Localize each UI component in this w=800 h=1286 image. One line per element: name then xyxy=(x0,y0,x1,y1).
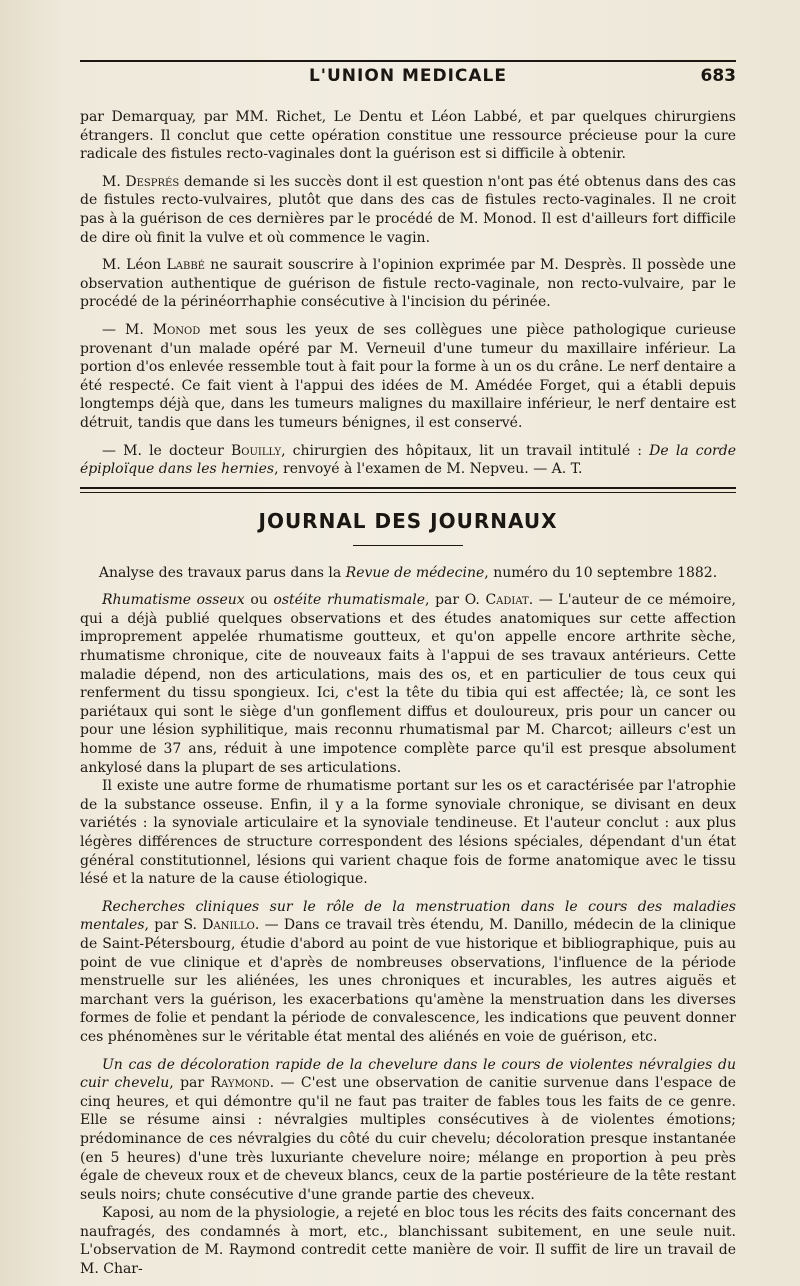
running-title: L'UNION MEDICALE xyxy=(308,66,508,86)
journal-name: Revue de médecine xyxy=(345,564,485,581)
page-content xyxy=(80,108,736,1279)
person-name: Després xyxy=(125,173,180,190)
article-author: Danillo xyxy=(202,917,255,934)
section-title: JOURNAL DES JOURNAUX xyxy=(258,508,558,533)
person-name: Bouilly xyxy=(230,442,282,459)
paragraph: — M. le docteur Bouilly, chirurgien des hôpitaux, lit un travail intitulé : De la corde épiploïque dans les hernies, renvoyé à l'examen de M. Nepveu. — A. T. xyxy=(80,442,737,478)
article-paragraph: Kaposi, au nom de la physiologie, a rejeté en bloc tous les récits des faits concernant des naufragés, des condamnés à mort, etc., blanchissant subitement, en une seule nuit. L'observation de M. Raymond contredit cette manière de voir. Il suffit de lire un travail de M. Char- xyxy=(80,1205,736,1278)
article-paragraph: Un cas de décoloration rapide de la chevelure dans le cours de violentes névralgies du cuir chevelu, par Raymond. — C'est une observation de canitie survenue dans l'espace de cinq heures, et qui démontre qu'il ne faut pas traiter de fables tous les faits de ce genre. Elle se résume ainsi : névralgies multiples consécutives à de violentes émotions; prédominance de ces névralgies du côté du cuir chevelu; décoloration presque instantanée (en 5 heures) d'une très luxuriante chevelure noire; mélange en proportion à peu près égale de cheveux roux et de cheveux blancs, ceux de la partie postérieure de la tête restant seuls noirs; chute consécutive d'une grande partie des cheveux. xyxy=(80,1056,737,1203)
article-paragraph: Rhumatisme osseux ou ostéite rhumatismale, par O. Cadiat. — L'auteur de ce mémoire, qui a déjà publié quelques observations et des études anatomiques sur cette affection improprement appelée rhumatisme goutteux, et qu'on appelle encore arthrite sèche, rhumatisme chronique, cite de nouveaux faits à l'appui de ses travaux antérieurs. Cette maladie dépend, non des articulations, mais des os, et en particulier de tous ceux qui renferment du tissu spongieux. Ici, c'est la tête du tibia qui est affectée; là, ce sont les pariétaux qui sont le siège d'un gonflement diffus et douloureux, pris pour un cancer ou pour une lésion syphilitique, mais reconnu rhumatismal par M. Charcot; ailleurs c'est un homme de 37 ans, réduit à une impotence complète parce qu'il est presque absolument ankylosé dans la plupart de ses articulations. xyxy=(80,592,736,776)
article-paragraph: Il existe une autre forme de rhumatisme portant sur les os et caractérisée par l'atrophie de la substance osseuse. Enfin, il y a la forme synoviale chronique, se divisant en deux variétés : la synoviale articulaire et la synoviale tendineuse. Et l'auteur conclut : aux plus légères différences de structure correspondent des lésions spéciales, dépendant d'un état général constitutionnel, lésions qui varient chaque fois de forme anatomique avec le tissu lésé et la nature de la cause étiologique. xyxy=(80,778,736,888)
person-name: Monod xyxy=(152,321,201,338)
article-author: Raymond xyxy=(210,1075,270,1092)
title-underline xyxy=(353,545,463,546)
person-name: Labbé xyxy=(166,257,205,274)
paragraph: — M. Monod met sous les yeux de ses collègues une pièce pathologique curieuse provenant d'un malade opéré par M. Verneuil d'une tumeur du maxillaire inférieur. La portion d'os enlevée ressemble tout à fait pour la forme à un os du crâne. Le nerf dentaire a été respecté. Ce fait vient à l'appui des idées de M. Amédée Forget, qui a établi depuis longtemps déjà que, dans les tumeurs malignes du maxillaire inférieur, le nerf dentaire est détruit, tandis que dans les tumeurs bénignes, il est conservé. xyxy=(80,321,736,431)
paragraph: M. Léon Labbé ne saurait souscrire à l'opinion exprimée par M. Desprès. Il possède une observation authentique de guérison de fistule recto-vaginale, non recto-vulvaire, par le procédé de la périnéorrhaphie consécutive à l'incision du périnée. xyxy=(80,257,736,311)
article-title: Un cas de décoloration rapide de la chevelure dans le cours de violentes névralgies du cuir chevelu xyxy=(80,1056,736,1092)
article-title: Recherches cliniques sur le rôle de la menstruation dans le cours des maladies mentales xyxy=(80,898,736,934)
article-paragraph: Recherches cliniques sur le rôle de la menstruation dans le cours des maladies mentales, par S. Danillo. — Dans ce travail très étendu, M. Danillo, médecin de la clinique de Saint-Pétersbourg, étudie d'abord au point de vue historique et bibliographique, puis au point de vue clinique et d'après de nombreuses observations, l'influence de la période menstruelle sur les aliénées, les unes chroniques et incurables, les autres aiguës et marchant vers la guérison, les exacerbations qu'amène la menstruation dans les diverses formes de folie et pendant la période de convalescence, les indications que peuvent donner ces phénomènes sur le véritable état mental des aliénés en voie de guérison, etc. xyxy=(80,898,736,1045)
header-rule xyxy=(80,60,736,62)
page-header xyxy=(80,60,736,90)
section-divider xyxy=(80,487,736,493)
paragraph: par Demarquay, par MM. Richet, Le Dentu et Léon Labbé, et par quelques chirurgiens étrangers. Il conclut que cette opération constitue une ressource précieuse pour la cure radicale des fistules recto-vaginales dont la guérison est si difficile à obtenir. xyxy=(80,109,736,163)
article-author: Cadiat xyxy=(485,592,529,609)
page-number: 683 xyxy=(700,66,736,86)
section-intro: Analyse des travaux parus dans la Revue de médecine, numéro du 10 septembre 1882. xyxy=(98,564,718,581)
article-title: ostéite rhumatismale xyxy=(273,592,425,609)
paragraph: M. Després demande si les succès dont il est question n'ont pas été obtenus dans des cas de fistules recto-vulvaires, plutôt que dans des cas de fistules recto-vaginales. Il ne croit pas à la guérison de ces dernières par le procédé de M. Monod. Il est d'ailleurs fort difficile de dire où finit la vulve et où commence le vagin. xyxy=(80,173,736,246)
work-title: De la corde épiploïque dans les hernies xyxy=(80,442,737,478)
article-title: Rhumatisme osseux xyxy=(102,592,245,609)
